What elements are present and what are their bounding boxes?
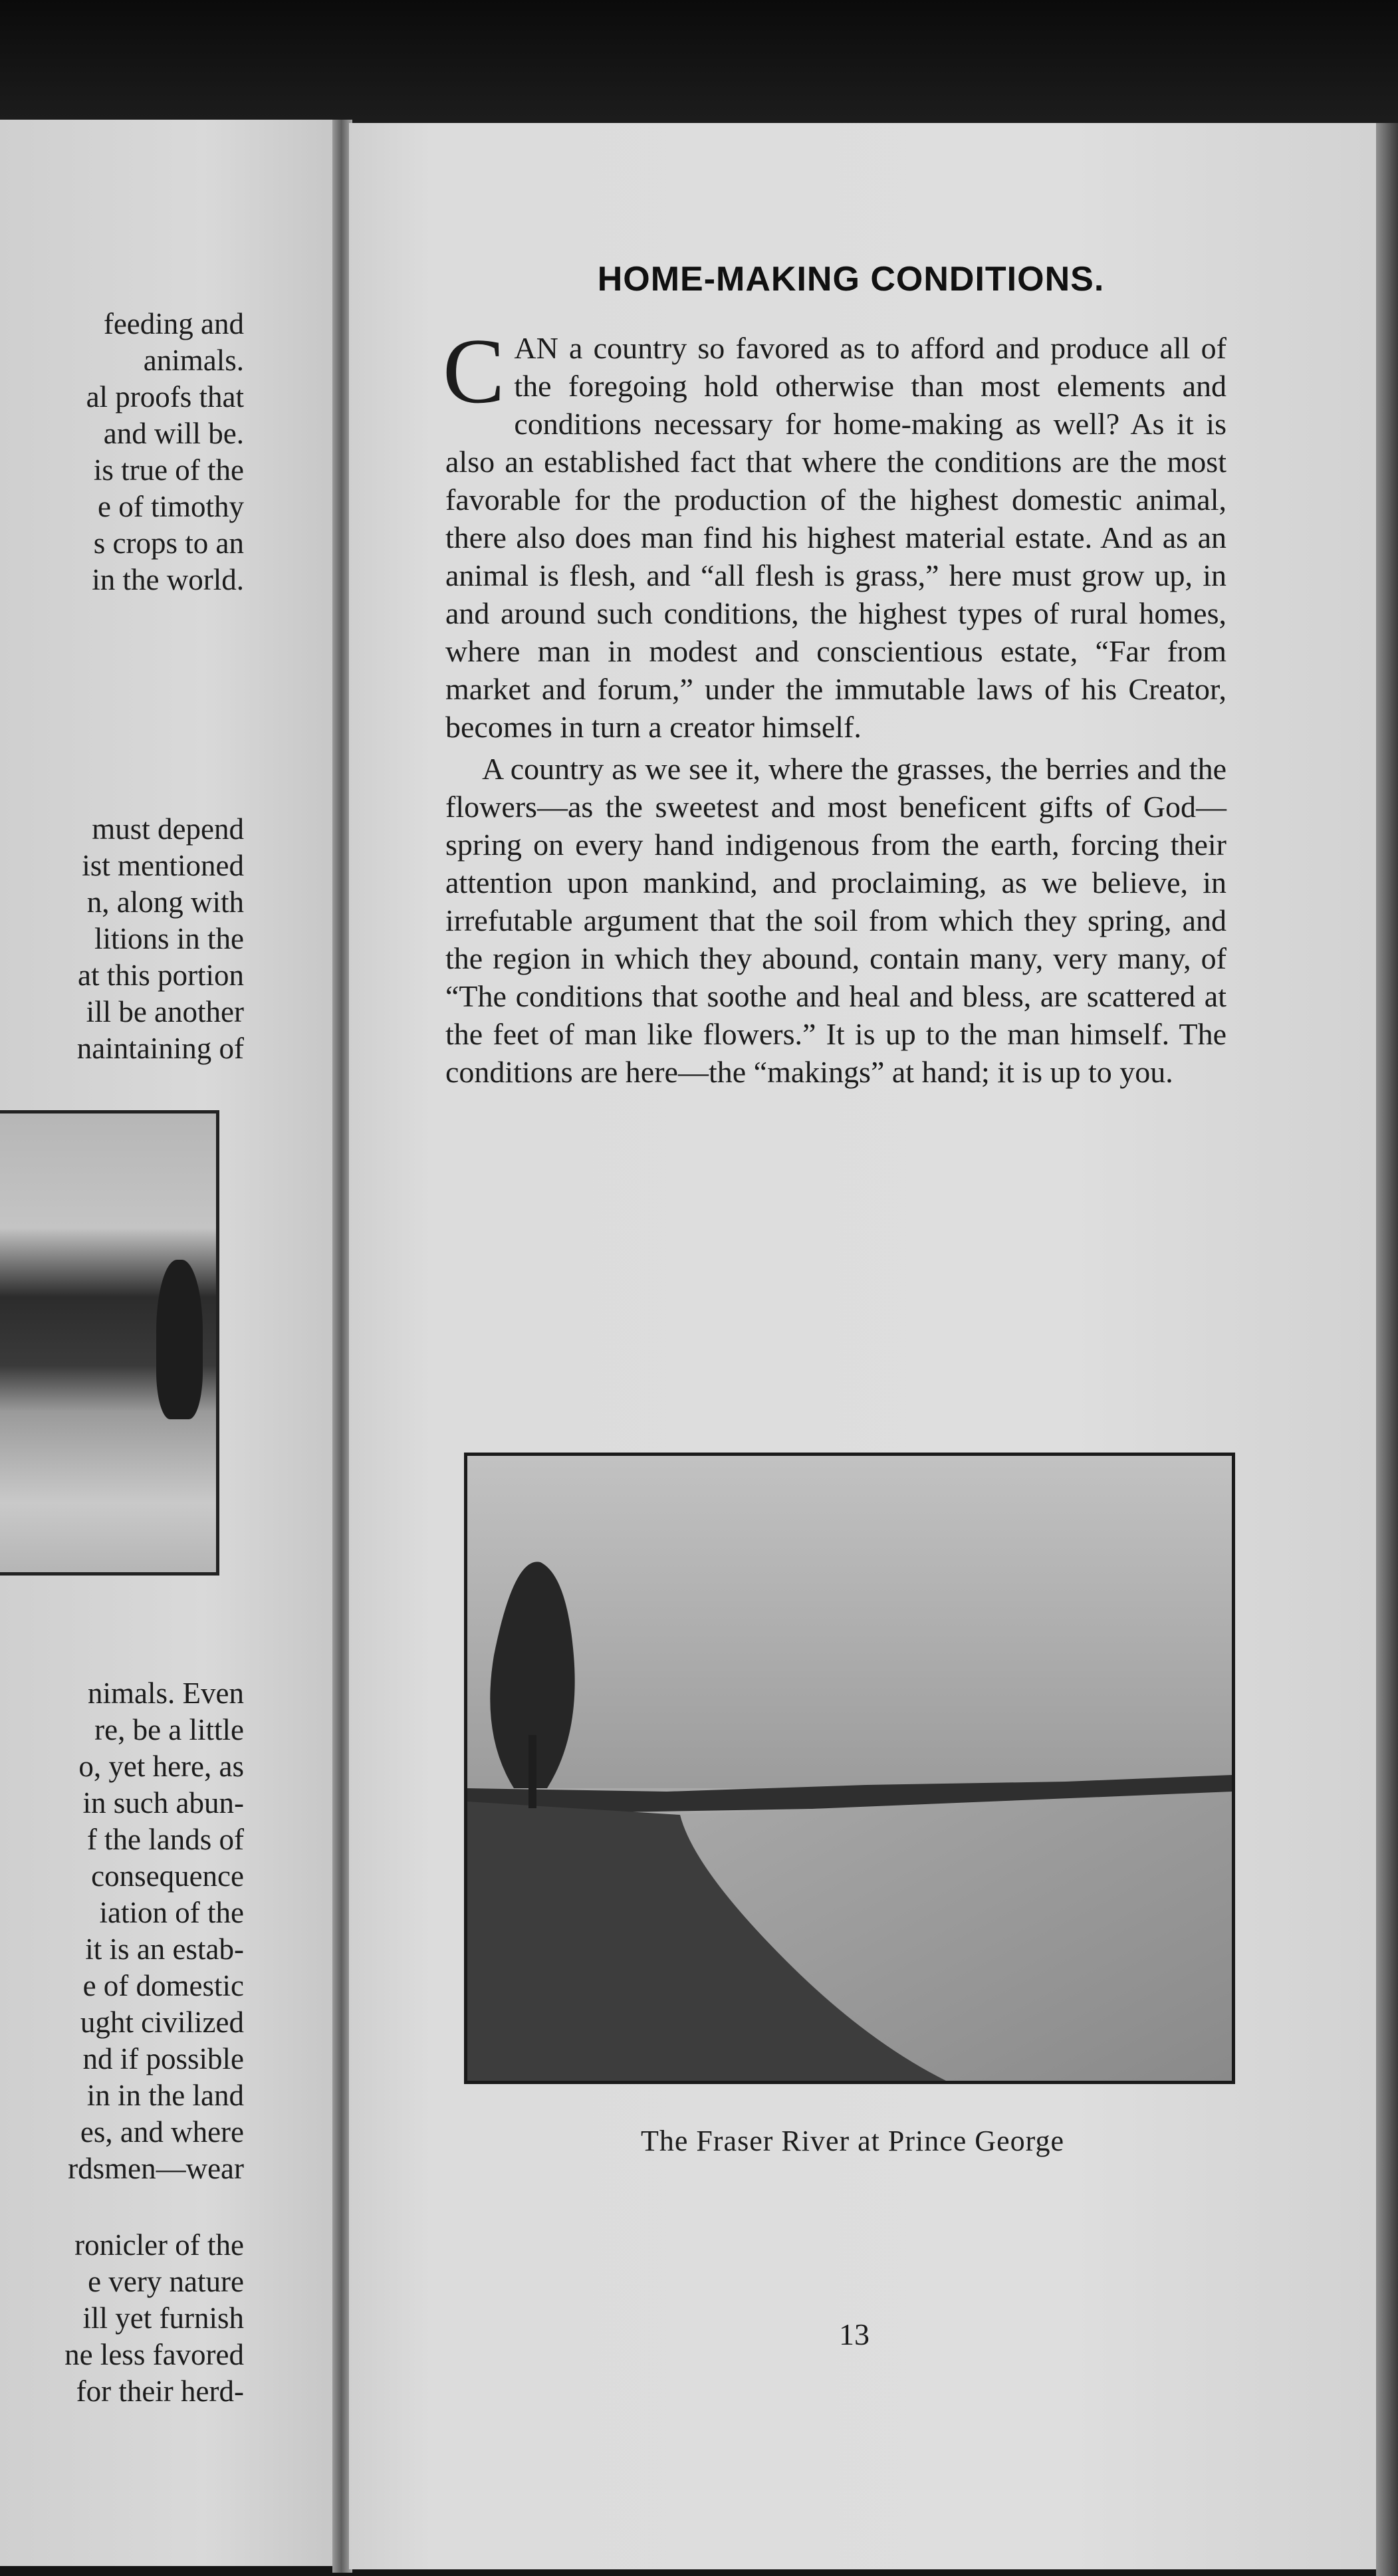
scan-background bbox=[0, 0, 1398, 126]
left-page-line: is true of the bbox=[93, 453, 244, 487]
left-page-line: consequence bbox=[91, 1859, 244, 1893]
tree-silhouette bbox=[156, 1260, 203, 1419]
book-right-edge bbox=[1376, 123, 1398, 2576]
left-page-line: ronicler of the bbox=[74, 2228, 244, 2262]
left-page-line: in in the land bbox=[86, 2079, 244, 2112]
paragraph-1-text: AN a country so favored as to afford and produce all of the foregoing hold otherwise than most elements and conditions necessary for home-making as well? As it is also an established fact that where the conditions are the most favorable for the production of the highest domestic animal, there also does man find his highest material estate. And as an animal is flesh, and “all flesh is grass,” here must grow up, in and around such conditions, the highest types of rural homes, where man in modest and conscientious estate, “Far from market and forum,” under the immutable laws of his Creator, becomes in turn a creator himself. bbox=[445, 331, 1226, 744]
paragraph-1 bbox=[443, 320, 1226, 746]
left-page-line: for their herd- bbox=[76, 2375, 244, 2408]
left-page bbox=[0, 120, 340, 2566]
page-number: 13 bbox=[839, 2317, 870, 2351]
river-photo-image bbox=[467, 1456, 1232, 2081]
left-page-line: rdsmen—wear bbox=[68, 2152, 244, 2185]
left-page-line: it is an estab- bbox=[85, 1932, 244, 1966]
left-page-text-block-1 bbox=[0, 306, 244, 598]
left-page-line: e of timothy bbox=[98, 490, 244, 523]
left-page-line: ne less favored bbox=[64, 2338, 244, 2371]
left-page-line: ist mentioned bbox=[82, 849, 244, 882]
left-page-text-block-4 bbox=[0, 2227, 244, 2410]
left-page-line: ill yet furnish bbox=[82, 2301, 244, 2335]
left-page-line: ught civilized bbox=[80, 2006, 244, 2039]
left-page-line: animals. bbox=[143, 344, 244, 377]
left-page-line: f the lands of bbox=[86, 1823, 244, 1856]
left-page-line: litions in the bbox=[94, 922, 244, 955]
left-page-line: feeding and bbox=[103, 307, 244, 340]
left-page-line: re, be a little bbox=[94, 1713, 244, 1746]
left-page-line: al proofs that bbox=[86, 380, 244, 413]
left-page-line: es, and where bbox=[80, 2115, 244, 2149]
paragraph-2: A country as we see it, where the grasses, the berries and the flowers—as the sweetest and most beneficent gifts of God—spring on every hand indigenous from the earth, forcing their attention upon mankind, and proclaiming, as we believe, in irrefutable argument that the soil from which they spring, and the region in which they abound, contain many, very many, of “The conditions that soothe and heal and bless, are scattered at the feet of man like flowers.” It is up to the man himself. The conditions are here—the “makings” at hand; it is up to you. bbox=[445, 752, 1226, 1089]
left-page-line: o, yet here, as bbox=[78, 1750, 244, 1783]
left-page-line: in the world. bbox=[92, 563, 244, 596]
left-page-text-block-3 bbox=[0, 1675, 244, 2187]
photo-caption: The Fraser River at Prince George bbox=[641, 2125, 1064, 2157]
left-page-line: naintaining of bbox=[76, 1032, 244, 1065]
left-page-line: nimals. Even bbox=[88, 1677, 244, 1710]
left-page-line: and will be. bbox=[103, 417, 244, 450]
left-page-line: in such abun- bbox=[82, 1786, 244, 1819]
left-page-line: n, along with bbox=[86, 885, 244, 919]
river-photograph bbox=[464, 1453, 1235, 2084]
drop-cap: C bbox=[443, 320, 505, 423]
left-page-text-block-2 bbox=[0, 811, 244, 1067]
left-page-line: e of domestic bbox=[82, 1969, 244, 2002]
left-page-line: at this portion bbox=[78, 959, 244, 992]
left-page-line: nd if possible bbox=[82, 2042, 244, 2075]
left-page-line: e very nature bbox=[88, 2265, 244, 2298]
body-text bbox=[443, 320, 1226, 1091]
right-page bbox=[349, 123, 1376, 2569]
left-page-line: s crops to an bbox=[93, 527, 244, 560]
left-page-line: ill be another bbox=[86, 995, 244, 1028]
left-page-photo bbox=[0, 1110, 219, 1576]
page-heading: HOME-MAKING CONDITIONS. bbox=[597, 260, 1105, 298]
left-page-line: iation of the bbox=[99, 1896, 244, 1929]
left-page-line: must depend bbox=[92, 812, 244, 846]
